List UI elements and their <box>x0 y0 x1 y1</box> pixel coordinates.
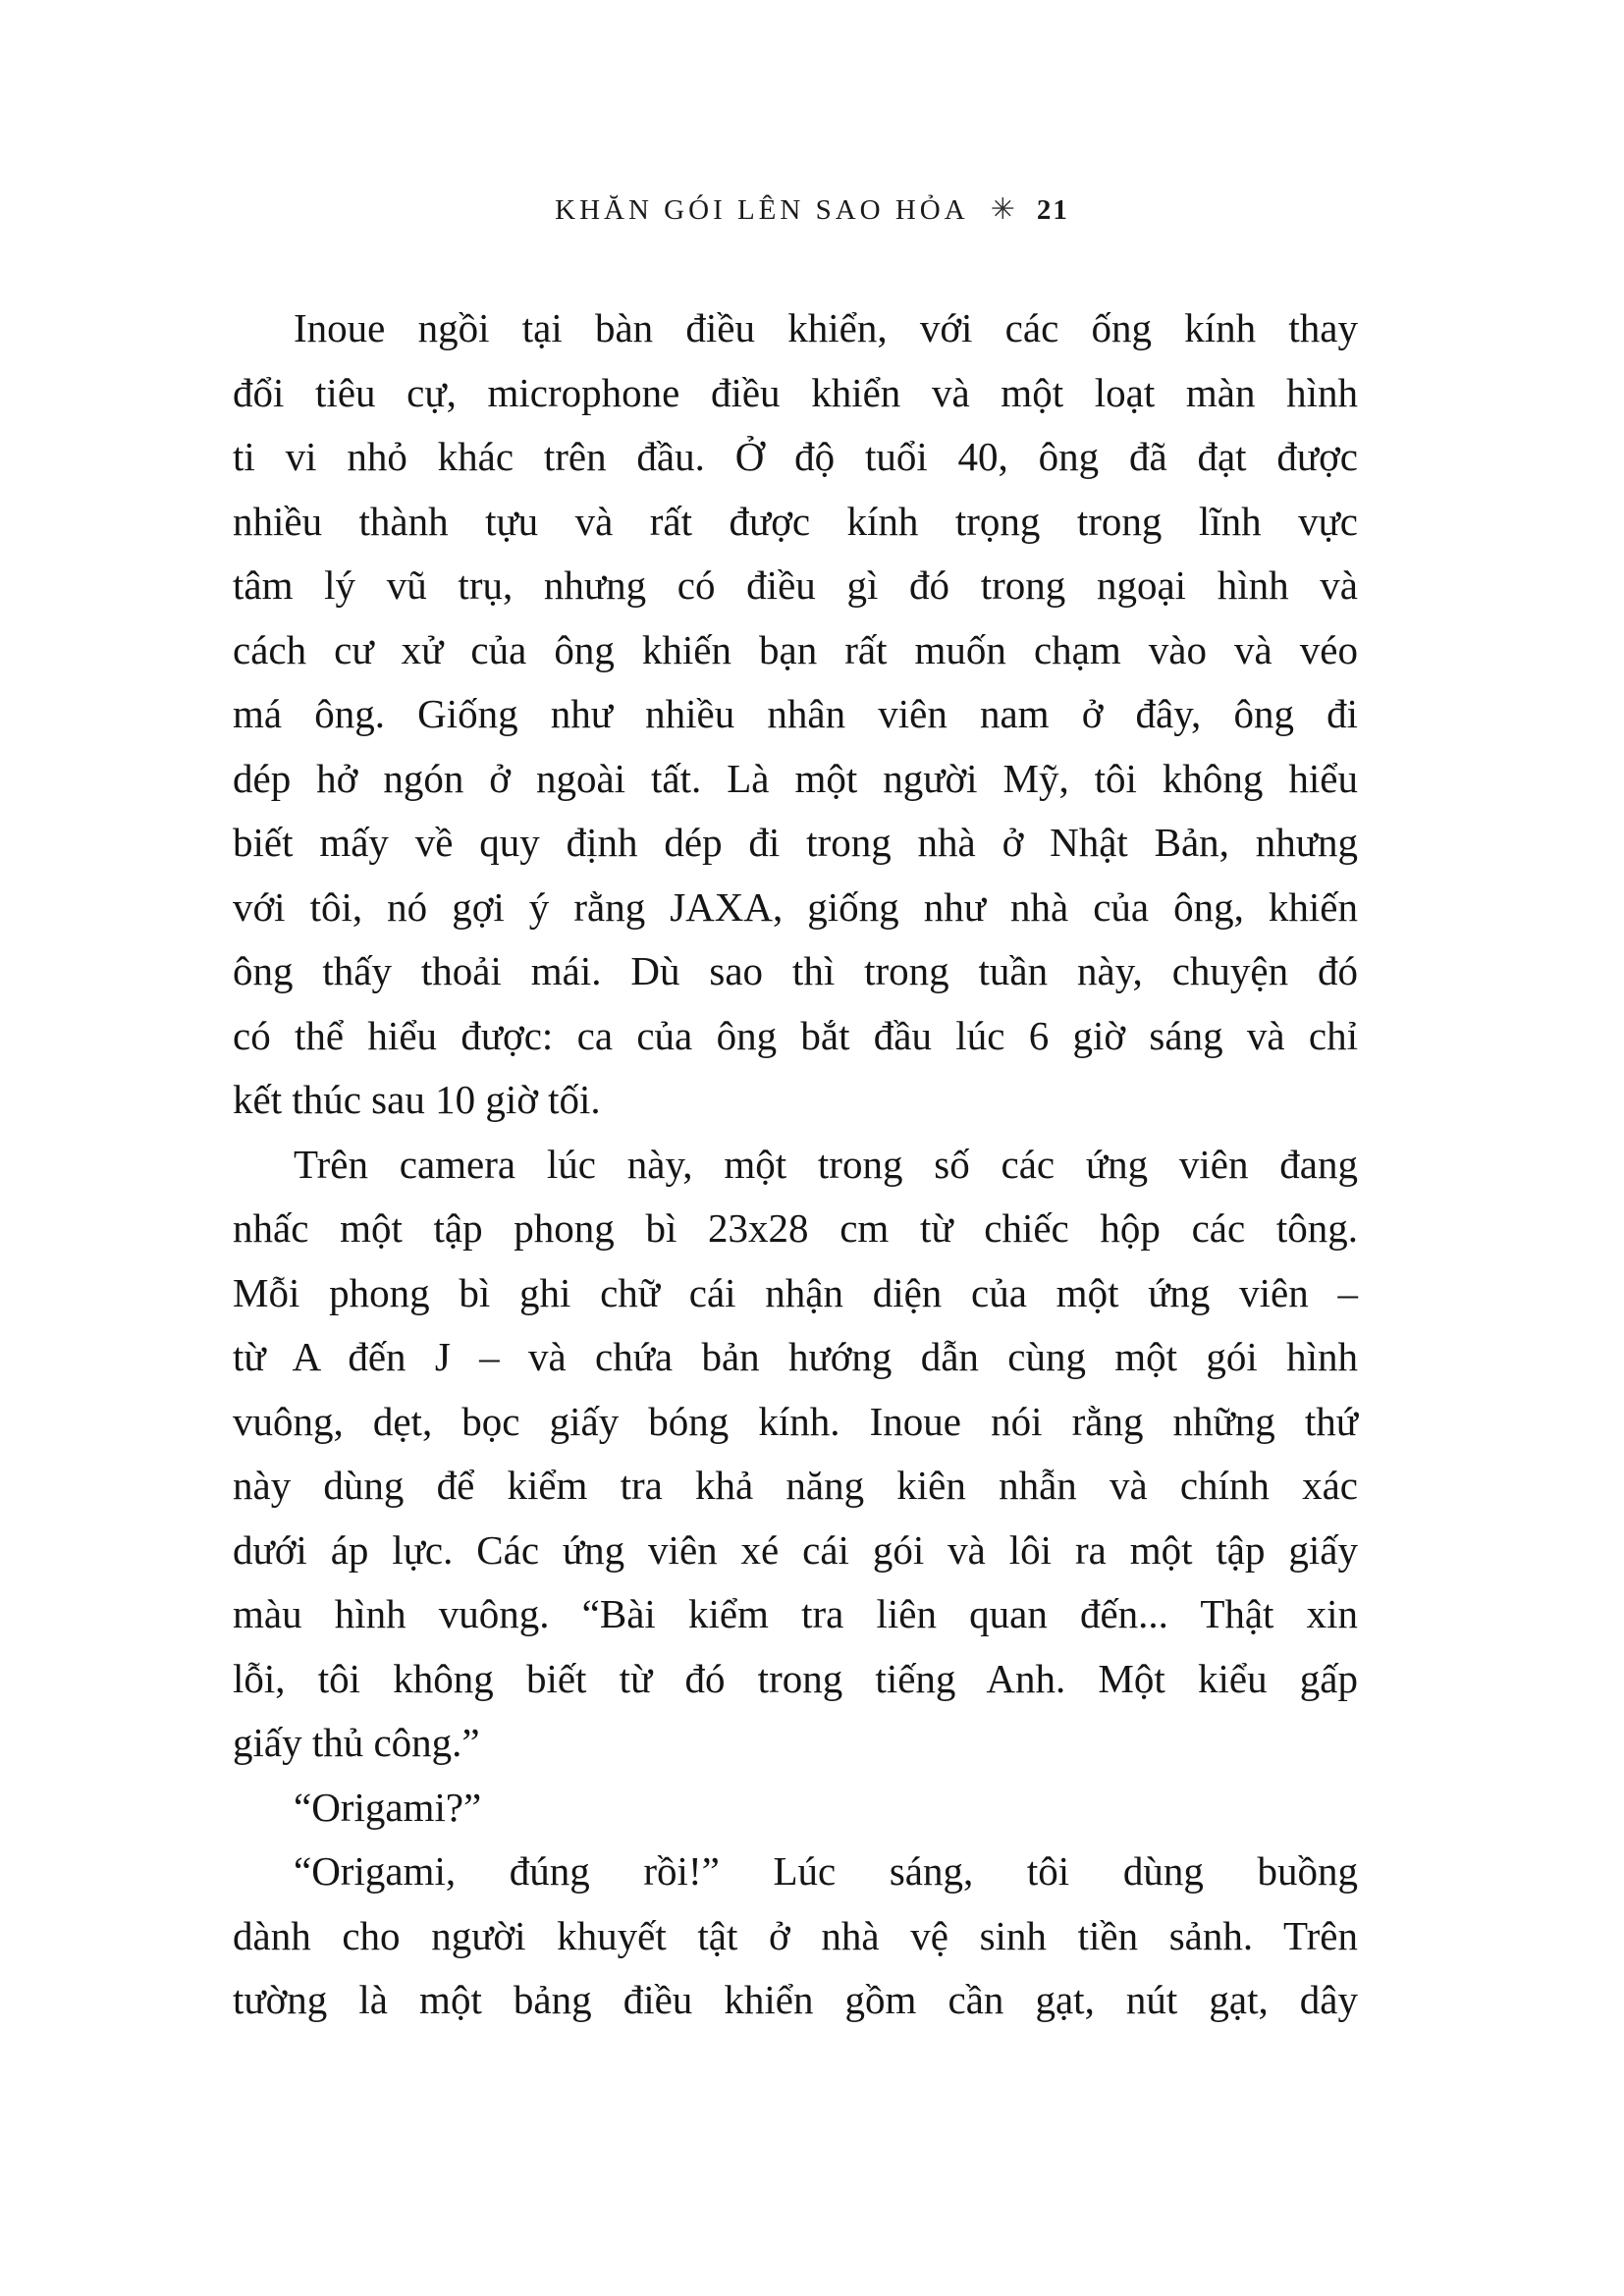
book-title: KHĂN GÓI LÊN SAO HỎA <box>555 194 969 226</box>
text-line: dưới áp lực. Các ứng viên xé cái gói và lôi ra một tập giấy <box>233 1526 1358 1573</box>
text-line: dép hở ngón ở ngoài tất. Là một người Mỹ, tôi không hiểu <box>233 755 1358 801</box>
text-line: nhiều thành tựu và rất được kính trọng trong lĩnh vực <box>233 498 1358 544</box>
text-line: Trên camera lúc này, một trong số các ứng viên đang <box>294 1141 1358 1187</box>
text-line: lỗi, tôi không biết từ đó trong tiếng Anh. Một kiểu gấp <box>233 1655 1358 1701</box>
text-line: dành cho người khuyết tật ở nhà vệ sinh tiền sảnh. Trên <box>233 1912 1358 1958</box>
text-line: má ông. Giống như nhiều nhân viên nam ở đây, ông đi <box>233 691 1358 736</box>
text-line: với tôi, nó gợi ý rằng JAXA, giống như nhà của ông, khiến <box>233 883 1358 930</box>
text-line: từ A đến J – và chứa bản hướng dẫn cùng một gói hình <box>233 1334 1358 1379</box>
text-line: này dùng để kiểm tra khả năng kiên nhẫn và chính xác <box>233 1463 1358 1508</box>
running-header <box>0 192 1624 227</box>
page-number: 21 <box>1036 194 1069 226</box>
text-line: giấy thủ công.” <box>233 1720 480 1765</box>
text-line: Mỗi phong bì ghi chữ cái nhận diện của một ứng viên – <box>233 1269 1358 1315</box>
text-line: ti vi nhỏ khác trên đầu. Ở độ tuổi 40, ông đã đạt được <box>233 434 1358 479</box>
body-text <box>233 296 1358 2033</box>
text-line: nhấc một tập phong bì 23x28 cm từ chiếc hộp các tông. <box>233 1205 1358 1251</box>
text-line: tường là một bảng điều khiển gồm cần gạt, nút gạt, dây <box>233 1977 1358 2022</box>
text-line: “Origami?” <box>294 1784 482 1830</box>
text-line: “Origami, đúng rồi!” Lúc sáng, tôi dùng buồng <box>294 1848 1358 1894</box>
text-line: vuông, dẹt, bọc giấy bóng kính. Inoue nói rằng những thứ <box>233 1398 1358 1444</box>
text-line: biết mấy về quy định dép đi trong nhà ở Nhật Bản, nhưng <box>233 820 1358 865</box>
text-line: ông thấy thoải mái. Dù sao thì trong tuần này, chuyện đó <box>233 948 1358 993</box>
text-line: tâm lý vũ trụ, nhưng có điều gì đó trong ngoại hình và <box>233 562 1358 608</box>
text-line: kết thúc sau 10 giờ tối. <box>233 1077 601 1122</box>
text-line: đổi tiêu cự, microphone điều khiển và một loạt màn hình <box>233 369 1358 415</box>
text-line: cách cư xử của ông khiến bạn rất muốn chạm vào và véo <box>233 626 1358 672</box>
asterisk-ornament-icon: ✳ <box>990 193 1015 226</box>
text-line: màu hình vuông. “Bài kiểm tra liên quan đến... Thật xin <box>233 1591 1358 1636</box>
text-line: có thể hiểu được: ca của ông bắt đầu lúc 6 giờ sáng và chỉ <box>233 1012 1358 1058</box>
text-line: Inoue ngồi tại bàn điều khiển, với các ống kính thay <box>294 305 1358 350</box>
